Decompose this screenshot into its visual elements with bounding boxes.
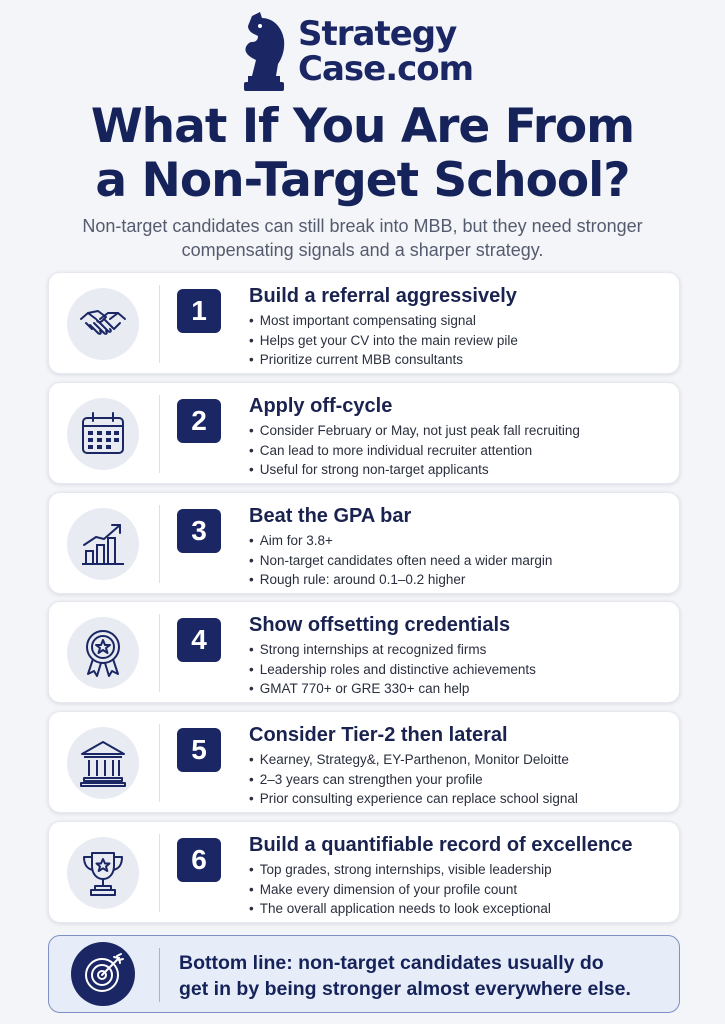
growth-chart-icon xyxy=(78,519,128,569)
bullet-item: • 2–3 years can strengthen your profile xyxy=(249,770,578,790)
bullet-item: • Aim for 3.8+ xyxy=(249,531,552,551)
card-title: Beat the GPA bar xyxy=(249,505,412,527)
logo-line-2: Case.com xyxy=(298,49,474,89)
bullet-item: • GMAT 770+ or GRE 330+ can help xyxy=(249,679,536,699)
tip-card-3 xyxy=(48,492,680,594)
bullet-item: • Make every dimension of your profile count xyxy=(249,880,552,900)
title-line-1: What If You Are From xyxy=(90,99,635,154)
bottom-line-callout xyxy=(48,935,680,1013)
page-title xyxy=(0,100,725,208)
step-number-5: 5 xyxy=(177,728,221,772)
handshake-icon xyxy=(78,299,128,349)
bullet-item: • Rough rule: around 0.1–0.2 higher xyxy=(249,570,552,590)
step-number-2: 2 xyxy=(177,399,221,443)
step-number-4: 4 xyxy=(177,618,221,662)
tip-card-5 xyxy=(48,711,680,813)
step-number-3: 3 xyxy=(177,509,221,553)
subtitle: Non-target candidates can still break into MBB, but they need stronger compensating signals and a sharper strategy. xyxy=(82,216,643,260)
bullet-item: • The overall application needs to look exceptional xyxy=(249,899,552,919)
bottom-line-1: Bottom line: non-target candidates usually do xyxy=(179,952,604,974)
bullet-item: • Kearney, Strategy&, EY-Parthenon, Monitor Deloitte xyxy=(249,750,578,770)
bullet-item: • Most important compensating signal xyxy=(249,311,518,331)
award-ribbon-icon xyxy=(78,628,128,678)
card-title: Build a referral aggressively xyxy=(249,285,517,307)
title-line-2: a Non-Target School? xyxy=(95,153,630,208)
card-title: Show offsetting credentials xyxy=(249,614,511,636)
bullet-item: • Helps get your CV into the main review pile xyxy=(249,331,518,351)
bullet-list xyxy=(249,750,578,809)
bullet-list xyxy=(249,311,518,370)
bullet-list xyxy=(249,640,536,699)
card-title: Apply off-cycle xyxy=(249,395,393,417)
knight-chess-icon xyxy=(238,10,290,94)
bullet-item: • Can lead to more individual recruiter attention xyxy=(249,441,580,461)
bullet-item: • Prior consulting experience can replace school signal xyxy=(249,789,578,809)
step-number-6: 6 xyxy=(177,838,221,882)
bank-building-icon xyxy=(78,738,128,788)
tip-card-6 xyxy=(48,821,680,923)
bullet-item: • Top grades, strong internships, visible leadership xyxy=(249,860,552,880)
tip-card-4 xyxy=(48,601,680,703)
bullet-item: • Leadership roles and distinctive achievements xyxy=(249,660,536,680)
bullet-item: • Prioritize current MBB consultants xyxy=(249,350,518,370)
bullet-list xyxy=(249,860,552,919)
tip-card-2 xyxy=(48,382,680,484)
bullet-item: • Non-target candidates often need a wider margin xyxy=(249,551,552,571)
card-title: Build a quantifiable record of excellence xyxy=(249,834,633,856)
bullet-list xyxy=(249,531,552,590)
bullet-item: • Useful for strong non-target applicants xyxy=(249,460,580,480)
logo xyxy=(238,10,473,94)
bottom-line-2: get in by being stronger almost everywhere else. xyxy=(179,978,631,1000)
bullet-list xyxy=(249,421,580,480)
tip-card-1 xyxy=(48,272,680,374)
target-icon xyxy=(81,952,125,996)
step-number-1: 1 xyxy=(177,289,221,333)
card-title: Consider Tier-2 then lateral xyxy=(249,724,508,746)
trophy-icon xyxy=(78,848,128,898)
bullet-item: • Consider February or May, not just peak fall recruiting xyxy=(249,421,580,441)
bottom-line-text xyxy=(179,950,631,1002)
bullet-item: • Strong internships at recognized firms xyxy=(249,640,536,660)
logo-line-1: Strategy xyxy=(298,14,457,54)
calendar-icon xyxy=(78,409,128,459)
